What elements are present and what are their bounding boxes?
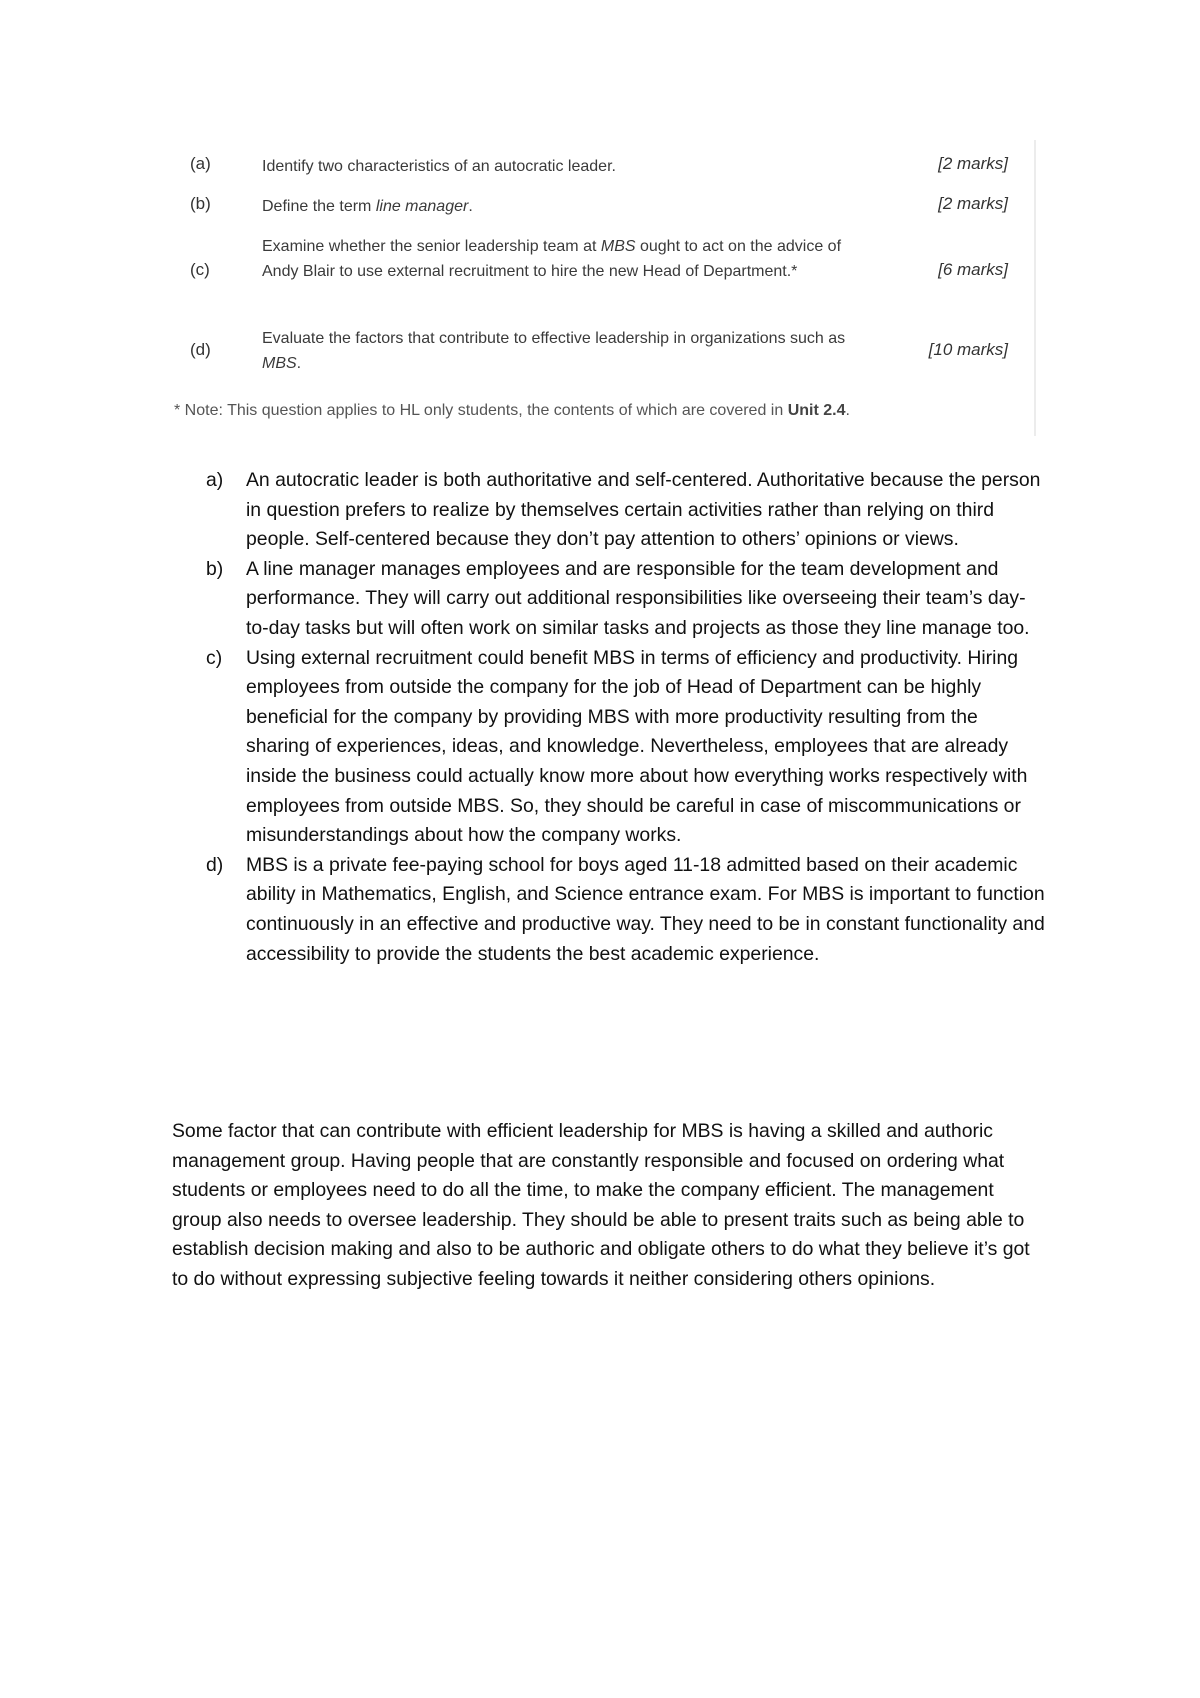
answer-text: Using external recruitment could benefit MBS in terms of efficiency and productivity. Hiring employees from outside the company for the job of Head of Department can be highly beneficial for the company by providing MBS with more productivity resulting from the sharing of experiences, ideas, and knowledge. Nevertheless, employees that are already inside the business could actually know more about how everything works respectively with employees from outside MBS. So, they should be careful in case of miscommunications or misunderstandings about how the company works. [246,646,1028,847]
answers-list [206,466,1046,969]
question-label: (d) [190,340,211,359]
answer-marker: a) [206,469,224,491]
answer-item [206,851,1046,969]
question-row-c [168,234,1008,310]
note-text: * Note: This question applies to HL only students, the contents of which are covered in [174,402,788,419]
question-screenshot [168,140,1036,436]
answer-text: MBS is a private fee-paying school for boys aged 11-18 admitted based on their academic ability in Mathematics, English, and Science entrance exam. For MBS is important to function continuously in an effective and productive way. They need to be in constant functionality and accessibility to provide the students the best academic experience. [246,853,1045,965]
question-text-part: . [296,355,302,372]
answer-text: An autocratic leader is both authoritative and self-centered. Authoritative because the person in question prefers to realize by themselves certain activities rather than relying on third people. Self-centered because they don’t pay attention to others’ opinions or views. [246,469,1041,551]
answer-item [206,466,1046,555]
answer-item [206,555,1046,644]
question-row-d [168,326,1008,378]
question-text [262,326,852,376]
question-text-part: . [468,198,473,215]
question-text [262,194,852,219]
question-text-part: Examine whether the senior leadership team at [262,238,601,255]
question-marks: [6 marks] [938,260,1008,279]
question-row-a [168,154,1008,180]
answer-marker: b) [206,557,224,580]
question-marks: [2 marks] [938,154,1008,173]
question-text-part: Define the term [262,198,376,215]
question-label: (c) [190,260,210,279]
question-row-b [168,194,1008,220]
note-text: . [845,402,850,419]
question-note [174,402,850,420]
question-text [262,234,852,284]
answer-item [206,644,1046,851]
closing-paragraph: Some factor that can contribute with efficient leadership for MBS is having a skilled and authoric management group. Having people that are constantly responsible and focused on ordering what students or employees need to do all the time, to make the company efficient. The management group also needs to oversee leadership. They should be able to present traits such as being able to establish decision making and also to be authoric and obligate others to do what they believe it’s got to do without expressing subjective feeling towards it neither considering others opinions. [172,1120,1030,1290]
question-label: (b) [190,194,211,213]
question-marks: [10 marks] [928,340,1008,359]
question-text-italic: MBS [600,238,636,255]
question-label: (a) [190,154,211,173]
question-text [262,154,852,179]
question-marks: [2 marks] [938,194,1008,213]
answer-text: A line manager manages employees and are responsible for the team development and performance. They will carry out additional responsibilities like overseeing their team’s day-to-day tasks but will often work on similar tasks and projects as those they line manage too. [246,557,1030,639]
answer-marker: c) [206,646,223,669]
question-text-italic: line manager [375,198,469,215]
question-text-part: Identify two characteristics of an autocratic leader. [262,158,616,175]
note-unit: Unit 2.4 [787,402,846,419]
question-text-part: Evaluate the factors that contribute to effective leadership in organizations such as [262,330,846,347]
answer-marker: d) [206,853,224,876]
question-text-part: ought to act on the advice of Andy Blair to use external recruitment to hire the new Head of Department.* [262,238,842,280]
question-text-italic: MBS [262,355,297,372]
